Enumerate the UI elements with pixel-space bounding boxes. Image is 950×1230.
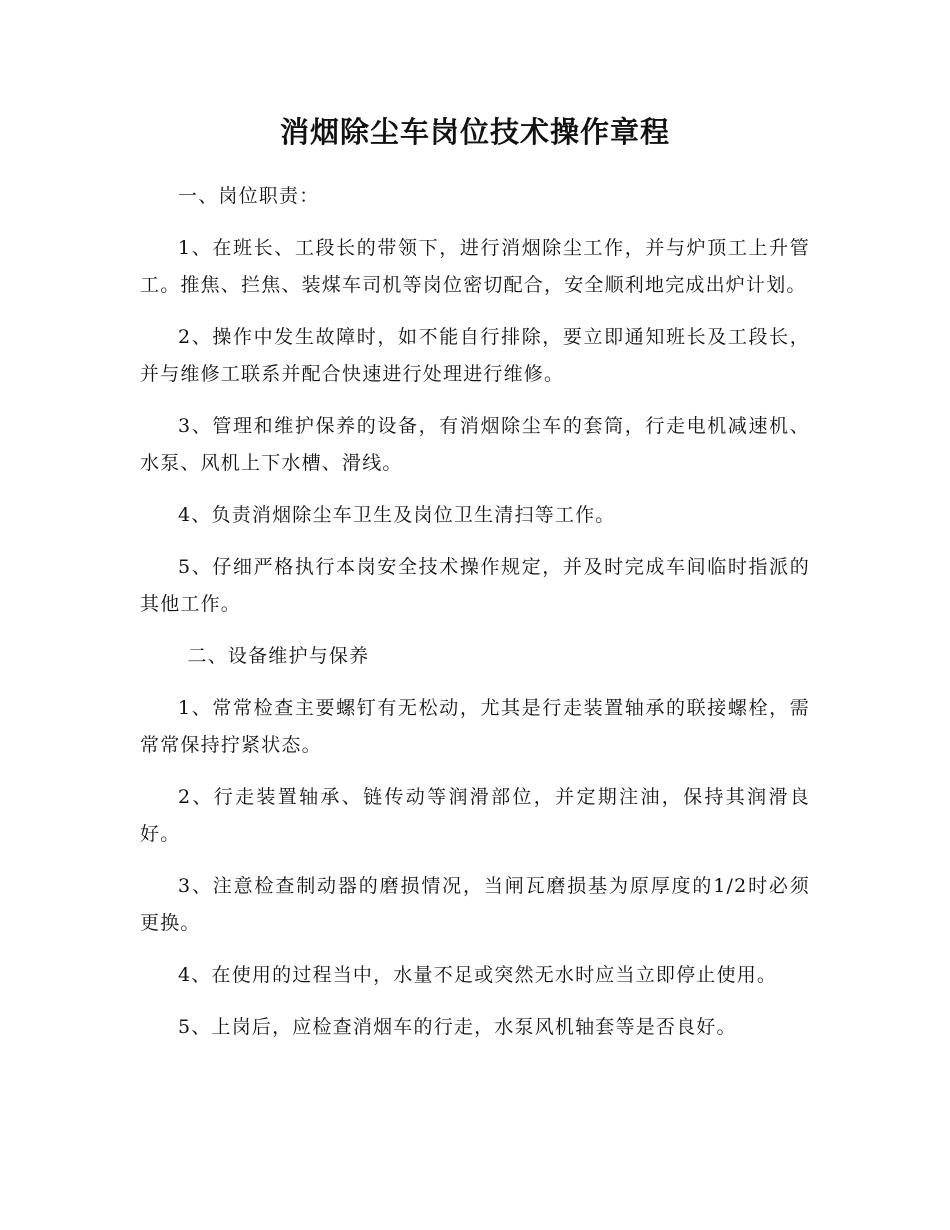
document-page bbox=[140, 108, 810, 1061]
maintenance-item-3: 3、注意检查制动器的磨损情况，当闸瓦磨损基为原厚度的1/2时必须更换。 bbox=[140, 875, 810, 934]
duty-item-1: 1、在班长、工段长的带领下，进行消烟除尘工作，并与炉顶工上升管工。推焦、拦焦、装煤车司机等岗位密切配合，安全顺利地完成出炉计划。 bbox=[140, 237, 810, 296]
maintenance-item-2: 2、行走装置轴承、链传动等润滑部位，并定期注油，保持其润滑良好。 bbox=[140, 786, 810, 845]
maintenance-item-4: 4、在使用的过程当中，水量不足或突然无水时应当立即停止使用。 bbox=[178, 964, 778, 986]
section-heading-duties: 一、岗位职责： bbox=[178, 185, 320, 207]
maintenance-item-1: 1、常常检查主要螺钉有无松动，尤其是行走装置轴承的联接螺栓，需常常保持拧紧状态。 bbox=[140, 697, 810, 756]
duty-item-4: 4、负责消烟除尘车卫生及岗位卫生清扫等工作。 bbox=[178, 504, 616, 526]
duty-item-2: 2、操作中发生故障时，如不能自行排除，要立即通知班长及工段长，并与维修工联系并配合快速进行处理进行维修。 bbox=[140, 326, 810, 385]
section-heading-maintenance: 二、设备维护与保养 bbox=[187, 645, 370, 667]
document-title: 消烟除尘车岗位技术操作章程 bbox=[279, 115, 670, 149]
duty-item-5: 5、仔细严格执行本岗安全技术操作规定，并及时完成车间临时指派的其他工作。 bbox=[140, 556, 810, 615]
maintenance-item-5: 5、上岗后，应检查消烟车的行走，水泵风机轴套等是否良好。 bbox=[178, 1016, 737, 1038]
duty-item-3: 3、管理和维护保养的设备，有消烟除尘车的套筒，行走电机减速机、水泵、风机上下水槽、滑线。 bbox=[140, 415, 810, 474]
